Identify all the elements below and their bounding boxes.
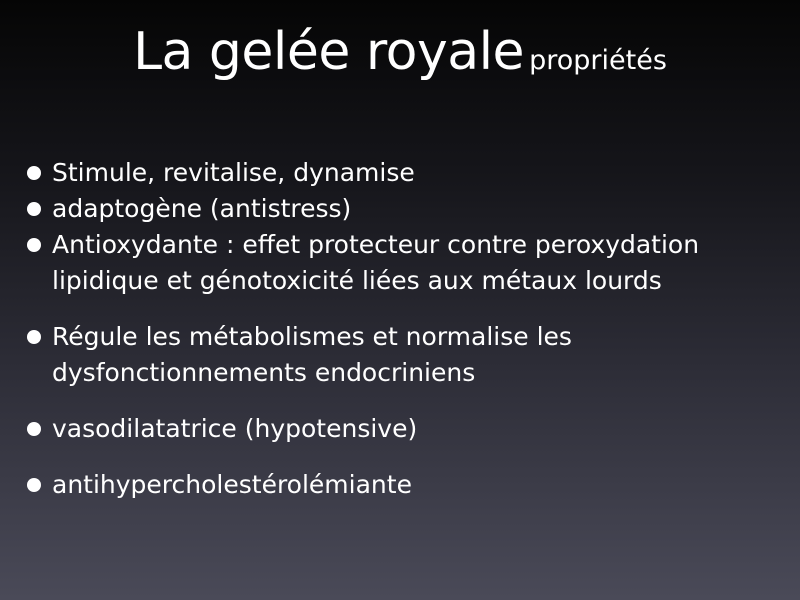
bullet-text: adaptogène (antistress) <box>52 194 352 223</box>
bullet-dot-icon <box>27 330 41 344</box>
bullet-dot-icon <box>27 166 41 180</box>
bullet-dot-icon <box>27 202 41 216</box>
bullet-item-1 <box>26 155 786 191</box>
bullet-item-6 <box>26 467 786 503</box>
bullet-text-line-2: dysfonctionnements endocriniens <box>52 358 476 387</box>
bullet-item-5 <box>26 411 786 447</box>
bullet-item-4 <box>26 319 786 391</box>
bullet-item-3 <box>26 227 786 299</box>
bullet-dot-icon <box>27 478 41 492</box>
bullet-text-line-2: lipidique et génotoxicité liées aux métaux lourds <box>52 266 662 295</box>
bullet-text-line-1: Antioxydante : effet protecteur contre peroxydation <box>52 230 700 259</box>
slide-title <box>0 22 800 82</box>
bullet-item-2 <box>26 191 786 227</box>
bullet-dot-icon <box>27 238 41 252</box>
slide-title-subtitle: propriétés <box>529 45 667 76</box>
bullet-text: vasodilatatrice (hypotensive) <box>52 414 418 443</box>
bullet-list <box>26 155 786 503</box>
bullet-text: antihypercholestérolémiante <box>52 470 412 499</box>
bullet-text: Stimule, revitalise, dynamise <box>52 158 415 187</box>
slide-title-main: La gelée royale <box>133 22 525 82</box>
bullet-dot-icon <box>27 422 41 436</box>
bullet-text-line-1: Régule les métabolismes et normalise les <box>52 322 572 351</box>
